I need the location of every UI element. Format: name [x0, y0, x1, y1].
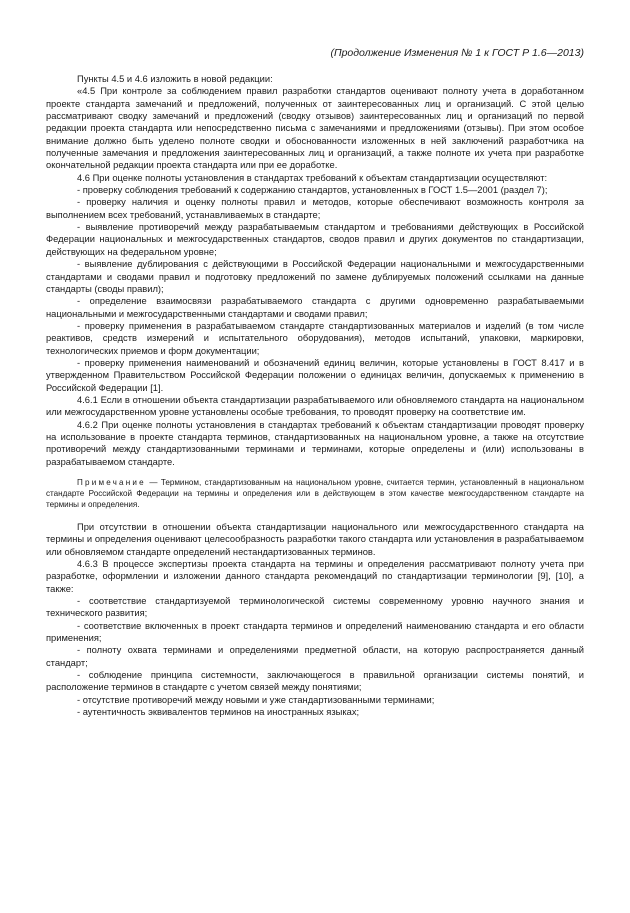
list-4-6-3 — [46, 595, 584, 718]
list-item: - проверку наличия и оценку полноты правил и методов, которые обеспечивают возможность контроля за выполнением всех требований, устанавливаемых в стандарте; — [46, 197, 584, 220]
note-label: Примечание — [77, 478, 146, 487]
page-header: (Продолжение Изменения № 1 к ГОСТ Р 1.6—2013) — [330, 47, 584, 59]
paragraph-4-5: «4.5 При контроле за соблюдением правил разработки стандартов оценивают полноту учета в доработанном проекте стандарта замечаний и предложений, полученных от заинтересованных лиц и организаций. С этой целью рассматривают сводку замечаний и предложений (сводку отзывов) заинтересованных лиц и организаций по первой редакции проекта стандарта или непосредственно письма с замечаниями и предложениями (отзывы). При этом особое внимание должно быть уделено полноте сводки и обоснованности изложенных в ней заключений разработчика на полученные замечания и предложения заинтересованных лиц и организаций, а также полноте их учета при разработке окончательной редакции проекта стандарта или при ее доработке. — [46, 86, 584, 171]
list-item: - проверку соблюдения требований к содержанию стандартов, установленных в ГОСТ 1.5—2001 (раздел 7); — [77, 185, 548, 196]
paragraph-4-6: 4.6 При оценке полноты установления в стандартах требований к объектам стандартизации осуществляют: — [77, 172, 548, 183]
list-item: - соответствие включенных в проект стандарта терминов и определений наименованию стандарта и его области применения; — [46, 620, 584, 644]
note-text: — Термином, стандартизованным на национальном уровне, считается термин, установленный в национальном стандарте Российской Федерации на термины и определения или в действующем в этом качестве межгосударственном стандарте на термины и определения. — [46, 478, 584, 509]
list-item: - определение взаимосвязи разрабатываемого стандарта с другими одновременно разрабатываемыми национальными и межгосударственными стандартами и сводами правил; — [46, 296, 584, 319]
list-item: - соответствие стандартизуемой терминологической системы современному уровню научного знания и технического развития; — [46, 596, 584, 619]
paragraph-absence: При отсутствии в отношении объекта стандартизации национального или межгосударственного стандарта на термины и определения оценивают целесообразность разработки такого стандарта или установления в разрабатываемом или обновляемом стандарте определений нестандартизованных терминов. — [46, 522, 584, 557]
paragraph-4-6-1: 4.6.1 Если в отношении объекта стандартизации разрабатываемого или обновляемого стандарта на национальном или межгосударственном уровне установлены особые требования, то проводят проверку на соответствие им. — [46, 394, 584, 418]
list-item: - проверку применения наименований и обозначений единиц величин, которые установлены в ГОСТ 8.417 и в утвержденном Правительством Российской Федерации положении о единицах величин, допускаемых к применению в Российской Федерации [1]. — [46, 357, 584, 393]
document-body — [46, 73, 584, 719]
note — [46, 477, 584, 510]
list-item: - полноту охвата терминами и определениями предметной области, на которую распространяется данный стандарт; — [46, 645, 584, 668]
list-item: - отсутствие противоречий между новыми и уже стандартизованными терминами; — [77, 694, 435, 705]
list-item: - соблюдение принципа системности, заключающегося в правильной организации системы понятий, и расположение терминов в стандарте с учетом связей между понятиями; — [46, 670, 584, 693]
list-item: - выявление дублирования с действующими в Российской Федерации национальными и межгосударственными стандартами и сводами правил и подготовку предложений по замене дублируемых положений ссылками на данные стандарты (своды правил); — [46, 259, 584, 294]
paragraph-intro: Пункты 4.5 и 4.6 изложить в новой редакции: — [77, 74, 273, 84]
list-item: - аутентичность эквивалентов терминов на иностранных языках; — [77, 707, 360, 718]
paragraph-4-6-3: 4.6.3 В процессе экспертизы проекта стандарта на термины и определения рассматривают полноту учета при разработке, оформлении и изложении данного стандарта рекомендаций по стандартизации терминологии [9], [10], а также: — [46, 559, 584, 594]
paragraph-4-6-2: 4.6.2 При оценке полноты установления в стандартах требований к объектам стандартизации проводят проверку на использование в проекте стандарта терминов, стандартизованных на национальном уровне, а также на отсутствие противоречий между стандартизованными терминами и терминами, которые определены и (или) использованы в разрабатываемом стандарте. — [46, 419, 584, 467]
list-4-6 — [46, 184, 584, 394]
list-item: - выявление противоречий между разрабатываемым стандартом и требованиями действующих в Российской Федерации национальных и межгосударственных стандартов, сводов правил и других документов по стандартизации, действующих на федеральном уровне; — [46, 222, 584, 257]
list-item: - проверку применения в разрабатываемом стандарте стандартизованных материалов и изделий (в том числе реактивов, средств измерений и испытательного оборудования), методов испытаний, упаковки, маркировки, технологических приемов и форм документации; — [46, 320, 584, 356]
